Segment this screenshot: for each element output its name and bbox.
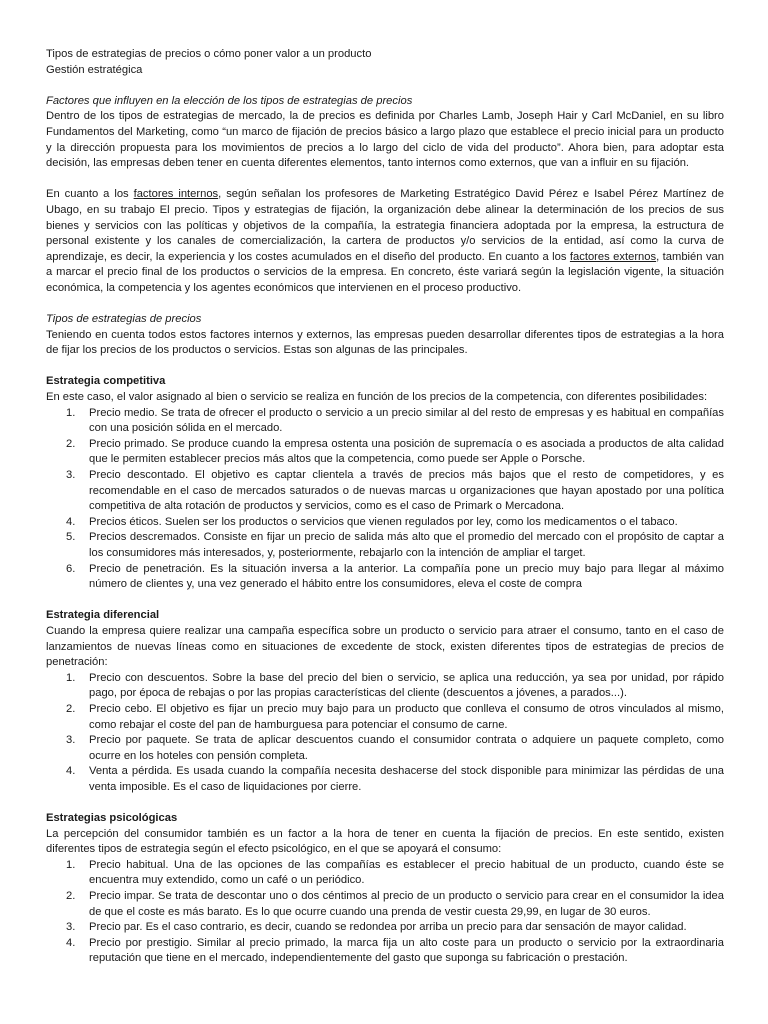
- list-number: 1.: [66, 671, 76, 684]
- list-item-text: Venta a pérdida. Es usada cuando la compañía necesita deshacerse del stock disponible para minimizar las pérdidas de una venta imposible. Es el caso de liquidaciones por cierre.: [89, 765, 724, 793]
- factores-internos-link[interactable]: factores internos: [133, 188, 219, 201]
- list-number: 1.: [66, 406, 76, 419]
- psicologicas-heading: Estrategias psicológicas: [46, 812, 178, 825]
- list-item-text: Precio por paquete. Se trata de aplicar descuentos cuando el consumidor contrata o adquiere un paquete completo, como ocurre en los hoteles con pensión completa.: [89, 734, 724, 762]
- psicologicas-intro: La percepción del consumidor también es un factor a la hora de tener en cuenta la fijación de precios. En este sentido, existen diferentes tipos de estrategia según el efecto psicológico, en el que se apoyará el consumo:: [46, 827, 724, 856]
- list-number: 6.: [66, 562, 76, 575]
- list-item-text: Precio impar. Se trata de descontar uno o dos céntimos al precio de un producto o servicio para crear en el consumidor la idea de que el coste es más barato. Es lo que ocurre cuando una prenda de vestir cuesta 29,99, en lugar de 30 euros.: [89, 890, 724, 918]
- factores-paragraph-2: [46, 187, 724, 296]
- list-item: [46, 468, 724, 515]
- list-number: 4.: [66, 515, 76, 528]
- list-item-text: Precio medio. Se trata de ofrecer el producto o servicio a un precio similar al del resto de empresas y es habitual en compañías con una posición sólida en el mercado.: [89, 406, 724, 435]
- competitiva-list: [46, 406, 724, 593]
- list-item: [46, 702, 724, 733]
- list-number: 4.: [66, 936, 76, 949]
- p2-text-a: En cuanto a los: [46, 188, 134, 201]
- list-item: [46, 936, 724, 967]
- list-number: 2.: [66, 890, 76, 903]
- list-item: [46, 671, 724, 702]
- list-item: [46, 889, 724, 920]
- list-number: 3.: [66, 921, 76, 934]
- list-number: 2.: [66, 702, 76, 715]
- list-item: [46, 406, 724, 437]
- list-item-text: Precio con descuentos. Sobre la base del precio del bien o servicio, se aplica una reducción, ya sea por unidad, por rápido pago, por época de rebajas o por las propias características del cliente (descuentos a jóvenes, a parados...).: [89, 671, 724, 700]
- list-number: 5.: [66, 531, 76, 544]
- p2-text-c: , también van a marcar el precio final de los productos o servicios de la empresa. En concreto, éste variará según la legislación vigente, la situación económica, la competencia y los agentes económicos que intervienen en el proceso productivo.: [46, 250, 724, 294]
- diferencial-heading: Estrategia diferencial: [46, 609, 160, 622]
- list-item-text: Precio primado. Se produce cuando la empresa ostenta una posición de supremacía o es asociada a productos de alta calidad que le permiten establecer precios más altos que la competencia, como puede ser Apple o Porsche.: [89, 437, 724, 466]
- list-item-text: Precios éticos. Suelen ser los productos o servicios que vienen regulados por ley, como los medicamentos o el tabaco.: [89, 515, 678, 528]
- list-number: 1.: [66, 858, 76, 871]
- list-item: [46, 733, 724, 764]
- list-item-text: Precio descontado. El objetivo es captar clientela a través de precios más bajos que el resto de competidores, y es recomendable en el caso de mercados saturados o de nuevas marcas u organizaciones que hayan apostado por una política competitiva de alta rotación de productos y servicios, como es el caso de Primark o Mercadona.: [89, 469, 724, 513]
- document-subtitle: Gestión estratégica: [46, 63, 143, 76]
- factores-paragraph-1: Dentro de los tipos de estrategias de mercado, la de precios es definida por Charles Lamb, Joseph Hair y Carl McDaniel, en su libro Fundamentos del Marketing, como “un marco de fijación de precios básico a largo plazo que establece el precio inicial para un producto y la dirección propuesta para los movimientos de precios a lo largo del ciclo de vida del producto”. Ahora bien, para adoptar esta decisión, las empresas deben tener en cuenta diferentes elementos, tanto internos como externos, que van a influir en su fijación.: [46, 110, 724, 170]
- list-item: [46, 920, 724, 936]
- list-item: [46, 858, 724, 889]
- list-number: 3.: [66, 469, 76, 482]
- diferencial-list: [46, 671, 724, 796]
- list-item-text: Precio cebo. El objetivo es fijar un precio muy bajo para un producto que conlleva el consumo de otros vinculados al mismo, como rebajar el coste del pan de hamburguesa para potenciar el consumo de carne.: [89, 702, 724, 731]
- list-item: [46, 562, 724, 593]
- list-number: 3.: [66, 734, 76, 747]
- list-item: [46, 515, 724, 531]
- factores-externos-link[interactable]: factores externos: [569, 250, 657, 263]
- list-number: 4.: [66, 765, 76, 778]
- list-item: [46, 530, 724, 561]
- document-title: Tipos de estrategias de precios o cómo poner valor a un producto: [46, 48, 372, 60]
- list-number: 2.: [66, 437, 76, 450]
- tipos-paragraph: Teniendo en cuenta todos estos factores internos y externos, las empresas pueden desarrollar diferentes tipos de estrategias a la hora de fijar los precios de los productos o servicios. Estas son algunas de las principales.: [46, 328, 724, 357]
- list-item-text: Precio habitual. Una de las opciones de las compañías es establecer el precio habitual de un producto, cuando éste se encuentra muy extendido, como un café o un periódico.: [89, 858, 724, 887]
- list-item-text: Precio par. Es el caso contrario, es decir, cuando se redondea por arriba un precio para dar sensación de mayor calidad.: [89, 921, 687, 934]
- list-item-text: Precios descremados. Consiste en fijar un precio de salida más alto que el promedio del mercado con el propósito de captar a los consumidores más interesados, y, posteriormente, rebajarlo con la intención de ampliar el target.: [89, 531, 724, 559]
- list-item-text: Precio por prestigio. Similar al precio primado, la marca fija un alto coste para un producto o servicio por la extraordinaria reputación que tiene en el mercado, independientemente del gasto que suponga su fabricación o prestación.: [89, 936, 724, 965]
- p2-text-b: , según señalan los profesores de Marketing Estratégico David Pérez e Isabel Pérez Martínez de Ubago, en su trabajo El precio. Tipos y estrategias de fijación, la organización debe alinear la determinación de los precios de sus bienes y servicios con las políticas y objetivos de la compañía, la estrategia financiera adoptada por la empresa, la estructura de personal existente y los canales de comercialización, la cartera de productos y/o servicios de la entidad, así como la curva de aprendizaje, es decir, la experiencia y los costes acumulados en el diseño del producto. En cuanto a los: [46, 188, 724, 263]
- diferencial-intro: Cuando la empresa quiere realizar una campaña específica sobre un producto o servicio para atraer el consumo, tanto en el caso de lanzamientos de nuevas líneas como en situaciones de excedente de stock, existen diferentes tipos de estrategias de precios de penetración:: [46, 624, 724, 669]
- tipos-heading: Tipos de estrategias de precios: [46, 313, 202, 326]
- factores-heading: Factores que influyen en la elección de los tipos de estrategias de precios: [46, 94, 413, 107]
- list-item: [46, 437, 724, 468]
- competitiva-heading: Estrategia competitiva: [46, 375, 166, 388]
- psicologicas-list: [46, 858, 724, 967]
- list-item: [46, 764, 724, 795]
- competitiva-intro: En este caso, el valor asignado al bien o servicio se realiza en función de los precios de la competencia, con diferentes posibilidades:: [46, 391, 708, 404]
- list-item-text: Precio de penetración. Es la situación inversa a la anterior. La compañía pone un precio muy bajo para llegar al máximo número de clientes y, una vez generado el hábito entre los consumidores, eleva el coste de compra: [89, 562, 724, 591]
- document-page: [46, 47, 724, 967]
